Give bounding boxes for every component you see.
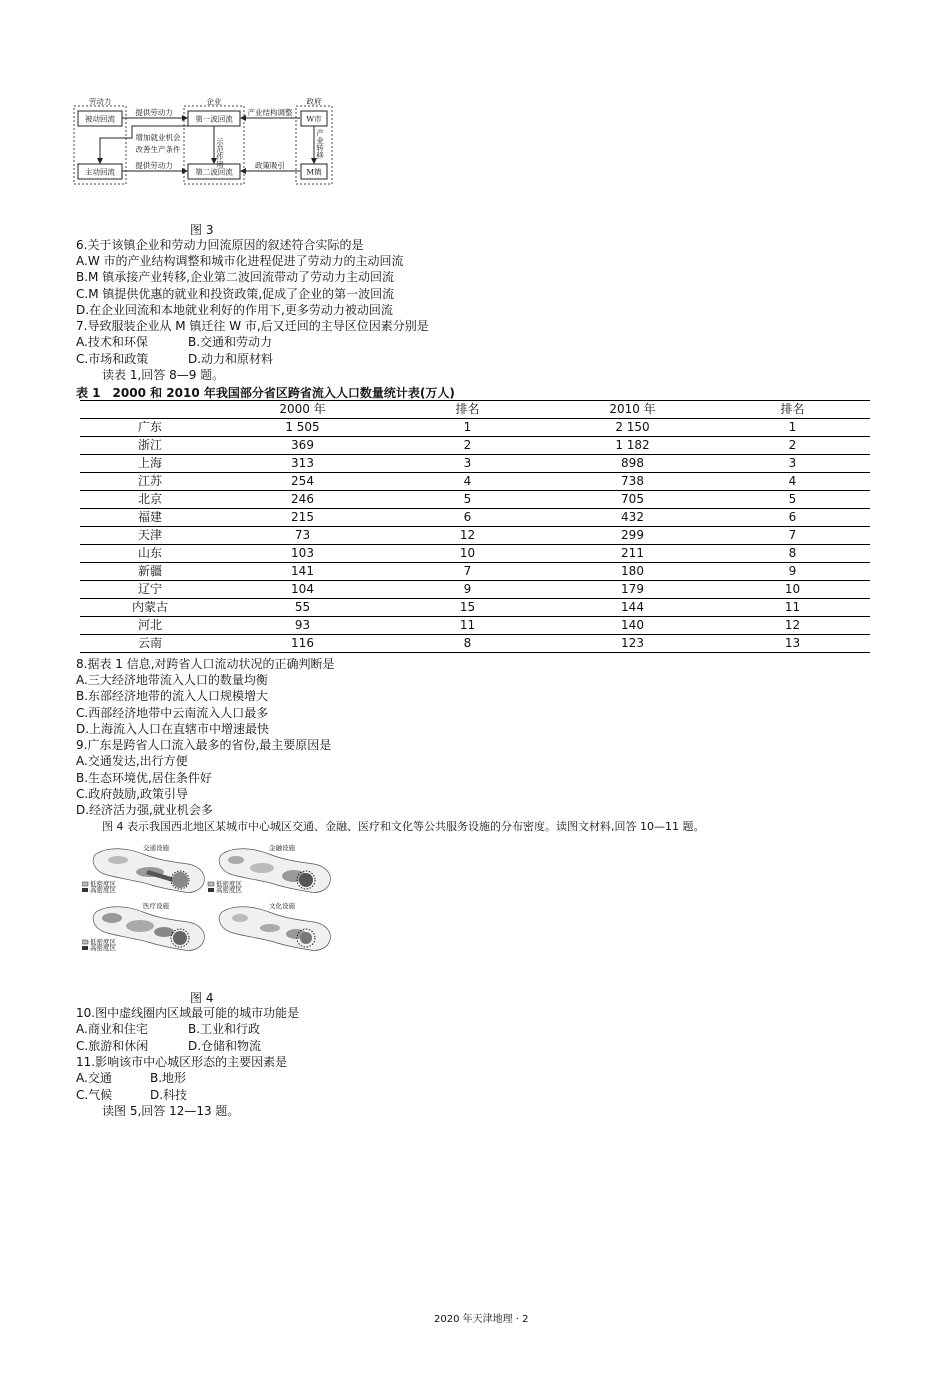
cell-province: 云南 [137,636,162,650]
read-figure-5-instruction: 读图 5,回答 12—13 题。 [102,1104,240,1118]
map-culture-title: 文化设施 [269,902,295,910]
legend-high-top: 高密度区 [90,886,116,894]
cell-rank-2000: 12 [459,528,476,542]
cell-province: 河北 [137,618,162,632]
table-row [80,545,870,563]
q8-option-d: D.上海流入人口在直辖市中增速最快 [76,722,270,736]
table-row [80,419,870,437]
enterprise-column-label: 企业 [206,98,222,106]
q6-stem: 6.关于该镇企业和劳动力回流原因的叙述符合实际的是 [76,238,364,252]
cell-rank-2010: 7 [788,528,797,542]
cell-value-2010: 2 150 [615,420,650,434]
table-row [80,437,870,455]
q10-stem: 10.图中虚线圈内区域最可能的城市功能是 [76,1006,300,1020]
cell-value-2000: 254 [291,474,314,488]
industry-adjustment-label: 产业结构调整 [247,108,293,117]
cell-province: 辽宁 [137,582,162,596]
q11-stem: 11.影响该市中心城区形态的主要因素是 [76,1055,288,1069]
cell-rank-2000: 11 [459,618,476,632]
cell-rank-2010: 8 [788,546,797,560]
cell-value-2010: 144 [621,600,644,614]
header-rank-2000: 排名 [455,402,480,416]
cell-rank-2000: 4 [463,474,472,488]
cell-value-2010: 432 [621,510,644,524]
cell-province: 天津 [137,528,162,542]
q9-option-b: B.生态环境优,居住条件好 [76,771,212,785]
cell-value-2010: 299 [621,528,644,542]
cell-value-2000: 141 [291,564,314,578]
cell-value-2000: 116 [291,636,314,650]
w-city-box: W市 [306,114,322,124]
q11-option-a: A.交通 [76,1071,112,1085]
second-wave-box: 第二波回流 [195,167,233,177]
legend-bottom [82,937,117,952]
table-row [80,455,870,473]
figure-3-caption: 图 3 [190,223,214,237]
cell-province: 山东 [137,546,162,560]
cell-value-2000: 369 [291,438,314,452]
q6-option-c: C.M 镇提供优惠的就业和投资政策,促成了企业的第一波回流 [76,287,395,301]
table-row [80,581,870,599]
table-row [80,635,870,653]
cell-province: 江苏 [137,474,162,488]
cell-value-2000: 103 [291,546,314,560]
table-1 [80,400,870,653]
read-table-instruction: 读表 1,回答 8—9 题。 [102,368,225,382]
increase-jobs-label: 增加就业机会 [135,133,181,142]
cell-rank-2000: 3 [463,456,472,470]
q6-option-d: D.在企业回流和本地就业利好的作用下,更多劳动力被动回流 [76,303,393,317]
q7-option-c: C.市场和政策 [76,352,149,366]
header-2000: 2000 年 [279,402,326,416]
map-transport-title: 交通设施 [143,844,169,852]
cell-rank-2000: 1 [463,420,472,434]
cell-rank-2000: 9 [463,582,472,596]
cell-rank-2010: 4 [788,474,797,488]
cell-province: 浙江 [137,438,162,452]
cell-value-2000: 1 505 [285,420,320,434]
header-rank-2010: 排名 [780,402,805,416]
map-medical-title: 医疗设施 [143,902,169,910]
q6-option-b: B.M 镇承接产业转移,企业第二波回流带动了劳动力主动回流 [76,270,395,284]
table-row [80,527,870,545]
q8-option-b: B.东部经济地带的流入人口规模增大 [76,689,269,703]
cell-rank-2000: 10 [459,546,476,560]
table-row [80,491,870,509]
cell-value-2010: 179 [621,582,644,596]
cell-rank-2000: 5 [463,492,472,506]
government-column-label: 政府 [306,98,322,106]
q8-stem: 8.据表 1 信息,对跨省人口流动状况的正确判断是 [76,657,335,671]
labor-column-label: 劳动力 [88,98,112,106]
cell-province: 新疆 [137,564,162,578]
cell-rank-2010: 12 [784,618,801,632]
table-row [80,563,870,581]
q7-option-b: B.交通和劳动力 [188,335,273,349]
q10-option-b: B.工业和行政 [188,1022,261,1036]
figure-4-caption: 图 4 [190,991,214,1005]
legend-low-bottom: 低密度区 [90,938,116,946]
cell-value-2010: 211 [621,546,644,560]
cell-province: 北京 [137,492,162,506]
cell-rank-2010: 10 [784,582,801,596]
q9-option-d: D.经济活力强,就业机会多 [76,803,213,817]
figure-4-intro: 图 4 表示我国西北地区某城市中心城区交通、金融、医疗和文化等公共服务设施的分布密度。读图文材料,回答 10—11 题。 [102,820,705,833]
cell-rank-2010: 9 [788,564,797,578]
improve-conditions-label: 改善生产条件 [135,145,181,154]
cell-rank-2010: 2 [788,438,797,452]
q6-option-a: A.W 市的产业结构调整和城市化进程促进了劳动力的主动回流 [76,254,404,268]
table-row [80,599,870,617]
q8-option-a: A.三大经济地带流入人口的数量均衡 [76,673,268,687]
q9-option-c: C.政府鼓励,政策引导 [76,787,189,801]
table-row [80,473,870,491]
q9-option-a: A.交通发达,出行方便 [76,754,188,768]
cell-rank-2010: 3 [788,456,797,470]
cell-rank-2000: 7 [463,564,472,578]
cell-rank-2000: 15 [459,600,476,614]
m-town-box: M镇 [306,167,322,177]
demonstration-label: 示范作用 [215,138,225,168]
figure-4-maps [82,838,340,958]
cell-value-2010: 705 [621,492,644,506]
cell-rank-2010: 13 [784,636,801,650]
cell-value-2010: 898 [621,456,644,470]
legend-low-top-right: 低密度区 [216,880,242,888]
q7-option-d: D.动力和原材料 [188,352,274,366]
cell-rank-2000: 8 [463,636,472,650]
passive-return-box: 被动回流 [85,114,115,124]
cell-value-2000: 93 [294,618,311,632]
cell-province: 上海 [137,456,162,470]
cell-value-2010: 140 [621,618,644,632]
q11-option-b: B.地形 [150,1071,187,1085]
supply-labor-bottom-label: 提供劳动力 [135,161,173,170]
q11-option-c: C.气候 [76,1088,113,1102]
table-1-title: 表 1 2000 和 2010 年我国部分省区跨省流入人口数量统计表(万人) [76,386,455,400]
first-wave-box: 第一波回流 [195,114,233,124]
q10-option-d: D.仓储和物流 [188,1039,262,1053]
active-return-box: 主动回流 [85,167,115,177]
q10-option-a: A.商业和住宅 [76,1022,148,1036]
industry-transfer-label: 产业转移 [315,129,325,159]
cell-value-2010: 123 [621,636,644,650]
cell-value-2010: 1 182 [615,438,650,452]
figure-3-diagram [72,98,336,186]
table-row [80,617,870,635]
cell-value-2000: 73 [294,528,311,542]
q8-option-c: C.西部经济地带中云南流入人口最多 [76,706,269,720]
cell-rank-2000: 2 [463,438,472,452]
q7-stem: 7.导致服装企业从 M 镇迁往 W 市,后又迁回的主导区位因素分别是 [76,319,429,333]
cell-rank-2010: 6 [788,510,797,524]
cell-value-2000: 215 [291,510,314,524]
table-row [80,509,870,527]
q11-option-d: D.科技 [150,1088,188,1102]
cell-value-2010: 180 [621,564,644,578]
cell-value-2010: 738 [621,474,644,488]
q10-option-c: C.旅游和休闲 [76,1039,149,1053]
cell-value-2000: 313 [291,456,314,470]
map-finance-title: 金融设施 [269,844,295,852]
q9-stem: 9.广东是跨省人口流入最多的省份,最主要原因是 [76,738,332,752]
supply-labor-top-label: 提供劳动力 [135,108,173,117]
policy-attraction-label: 政策吸引 [255,161,285,170]
cell-province: 福建 [137,510,162,524]
header-province [80,401,220,419]
q7-option-a: A.技术和环保 [76,335,148,349]
legend-high-bottom: 高密度区 [90,944,116,952]
header-2010: 2010 年 [609,402,656,416]
legend-high-top-right: 高密度区 [216,886,242,894]
cell-rank-2010: 5 [788,492,797,506]
cell-value-2000: 104 [291,582,314,596]
map-culture [219,901,330,951]
cell-province: 广东 [137,420,162,434]
cell-rank-2000: 6 [463,510,472,524]
page-footer: 2020 年天津地理 · 2 [434,1314,529,1325]
cell-province: 内蒙古 [131,600,168,614]
cell-value-2000: 246 [291,492,314,506]
cell-rank-2010: 11 [784,600,801,614]
legend-low-top: 低密度区 [90,880,116,888]
cell-rank-2010: 1 [788,420,797,434]
table-header-row [80,401,870,419]
cell-value-2000: 55 [294,600,311,614]
